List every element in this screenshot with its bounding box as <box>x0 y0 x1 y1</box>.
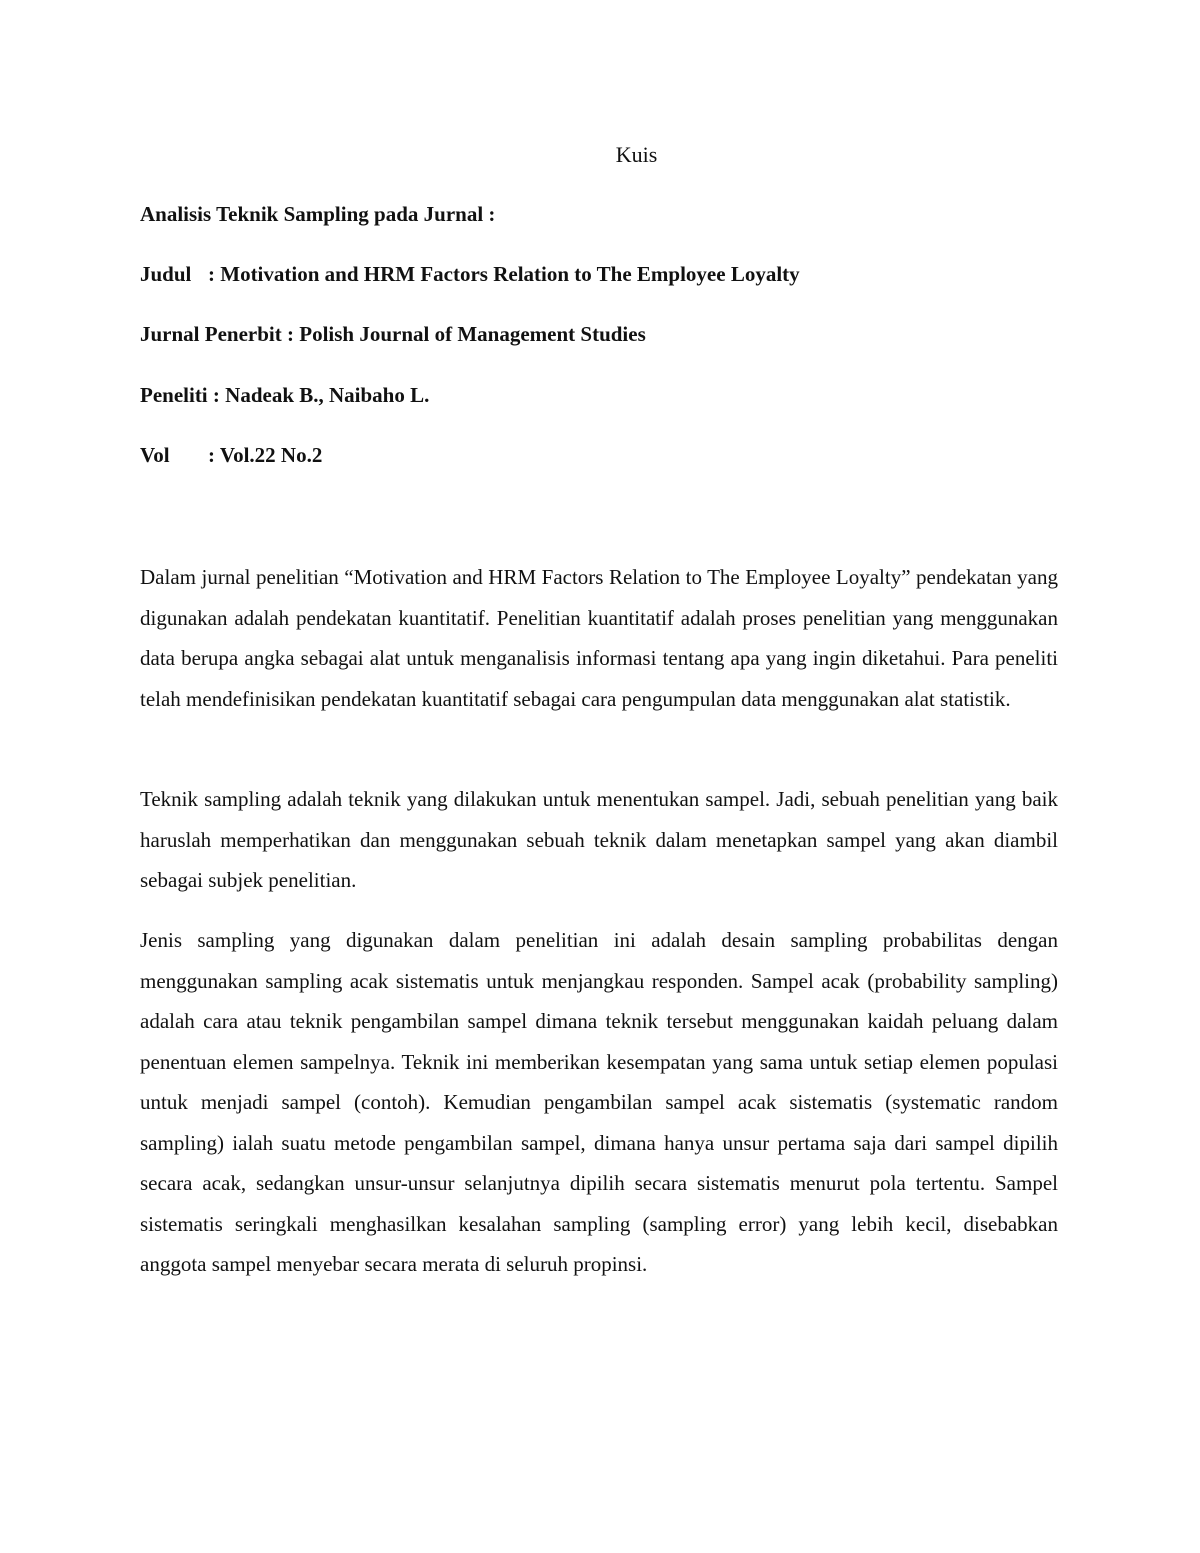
meta-judul-value: : Motivation and HRM Factors Relation to The Employee Loyalty <box>208 262 800 286</box>
meta-judul-label: Judul <box>140 262 192 286</box>
meta-jurnal-value: : Polish Journal of Management Studies <box>281 322 646 346</box>
meta-peneliti-label: Peneliti <box>140 383 208 407</box>
document-title: Kuis <box>615 142 658 167</box>
meta-peneliti <box>140 383 429 408</box>
paragraph-3: Jenis sampling yang digunakan dalam penelitian ini adalah desain sampling probabilitas dengan menggunakan sampling acak sistematis untuk menjangkau responden. Sampel acak (probability sampling) adalah cara atau teknik pengambilan sampel dimana teknik tersebut menggunakan kaidah peluang dalam penentuan elemen sampelnya. Teknik ini memberikan kesempatan yang sama untuk setiap elemen populasi untuk menjadi sampel (contoh). Kemudian pengambilan sampel acak sistematis (systematic random sampling) ialah suatu metode pengambilan sampel, dimana hanya unsur pertama saja dari sampel dipilih secara acak, sedangkan unsur-unsur selanjutnya dipilih secara sistematis menurut pola tertentu. Sampel sistematis seringkali menghasilkan kesalahan sampling (sampling error) yang lebih kecil, disebabkan anggota sampel menyebar secara merata di seluruh propinsi. <box>140 928 1058 1276</box>
meta-judul <box>140 262 800 287</box>
meta-vol-value: : Vol.22 No.2 <box>208 443 323 467</box>
meta-vol-label: Vol <box>140 443 170 467</box>
paragraph-1: Dalam jurnal penelitian “Motivation and HRM Factors Relation to The Employee Loyalty” pendekatan yang digunakan adalah pendekatan kuantitatif. Penelitian kuantitatif adalah proses penelitian yang menggunakan data berupa angka sebagai alat untuk menganalisis informasi tentang apa yang ingin diketahui. Para peneliti telah mendefinisikan pendekatan kuantitatif sebagai cara pengumpulan data menggunakan alat statistik. <box>140 565 1058 711</box>
meta-vol <box>140 443 322 468</box>
meta-jurnal-label: Jurnal Penerbit <box>140 322 282 346</box>
meta-jurnal <box>140 322 646 347</box>
document-heading: Analisis Teknik Sampling pada Jurnal : <box>140 202 496 226</box>
paragraph-2: Teknik sampling adalah teknik yang dilakukan untuk menentukan sampel. Jadi, sebuah penelitian yang baik haruslah memperhatikan dan menggunakan sebuah teknik dalam menetapkan sampel yang akan diambil sebagai subjek penelitian. <box>140 787 1058 892</box>
meta-peneliti-value: : Nadeak B., Naibaho L. <box>207 383 430 407</box>
